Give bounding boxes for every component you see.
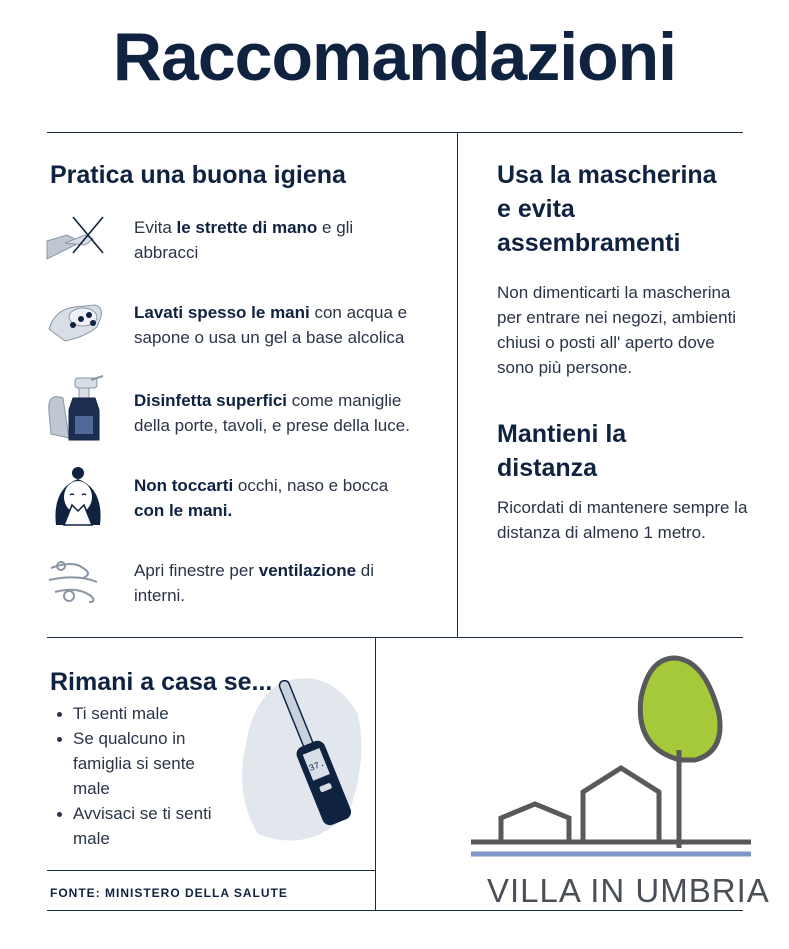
top-divider [47, 132, 743, 133]
source-divider [47, 870, 375, 871]
villa-logo-icon [465, 652, 755, 877]
no-handshake-icon [45, 213, 105, 268]
stay-home-list [51, 701, 231, 851]
mask-text: Non dimenticarti la mascherina per entrare nei negozi, ambienti chiusi o posti all' aperto dove sono più persone. [497, 283, 737, 377]
hygiene-item-3: Disinfetta superfici come maniglie della porte, tavoli, e prese della luce. [134, 391, 410, 435]
hygiene-item-5: Apri finestre per ventilazione di interni. [134, 561, 375, 605]
center-divider [457, 132, 458, 638]
list-item: Avvisaci se ti senti male [51, 801, 231, 851]
distance-text: Ricordati di mantenere sempre la distanza di almeno 1 metro. [497, 498, 748, 542]
list-item: Se qualcuno in famiglia si sente male [51, 726, 231, 801]
source-note: FONTE: MINISTERO DELLA SALUTE [50, 886, 288, 900]
page-title: Raccomandazioni [112, 19, 677, 95]
hygiene-heading: Pratica una buona igiena [50, 161, 346, 189]
distance-heading: Mantieni la distanza [497, 420, 627, 482]
hygiene-item-1: Evita le strette di mano e gli abbracci [134, 218, 354, 262]
spray-bottle-icon [45, 372, 107, 449]
ventilation-icon [47, 556, 103, 611]
middle-divider [47, 637, 743, 638]
brand-name: VILLA IN UMBRIA [487, 872, 770, 909]
thermometer-reading: 37. [307, 758, 327, 774]
hygiene-item-4: Non toccarti occhi, naso e bocca con le mani. [134, 476, 389, 520]
face-touch-icon [48, 465, 108, 532]
hygiene-item-2: Lavati spesso le mani con acqua e sapone o usa un gel a base alcolica [134, 303, 408, 347]
list-item: Ti senti male [51, 701, 231, 726]
bottom-rule [47, 910, 743, 911]
mask-heading: Usa la mascherina e evita assembramenti [497, 161, 717, 257]
handwashing-icon [45, 295, 107, 354]
stay-home-heading: Rimani a casa se... [50, 668, 273, 696]
